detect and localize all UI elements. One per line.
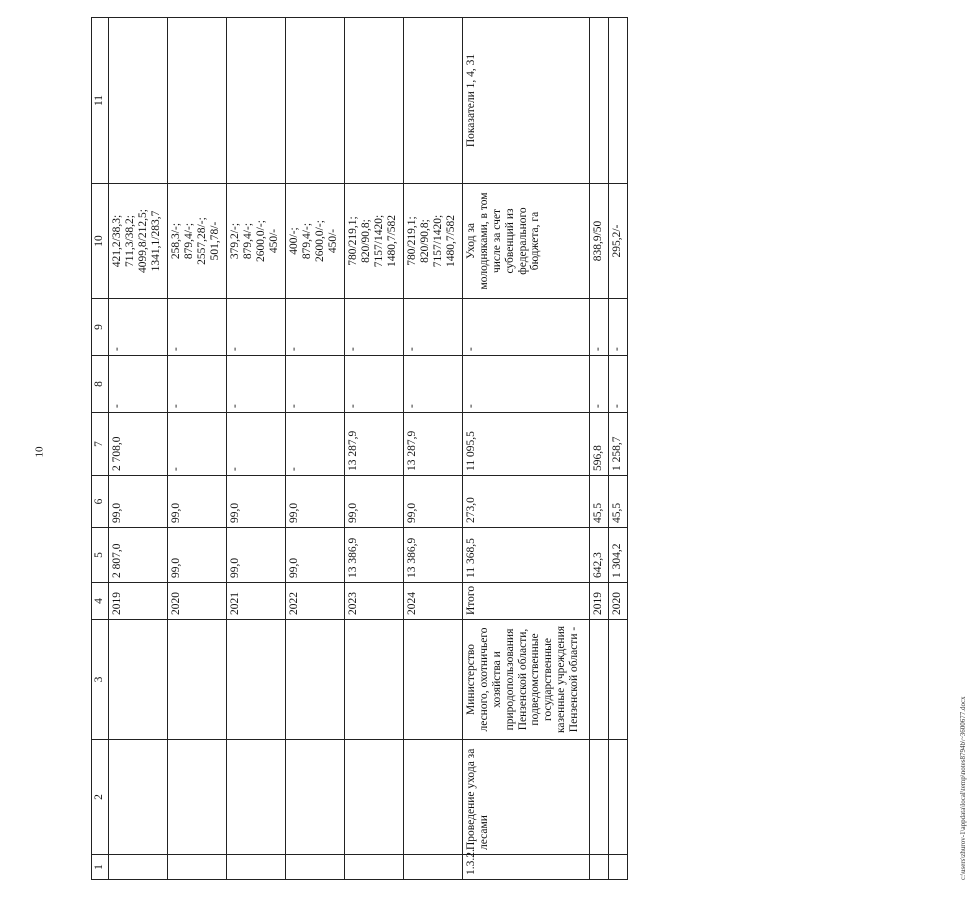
table-cell-col11 <box>590 18 609 184</box>
table-cell-col7: 13 287,9 <box>404 413 463 476</box>
table-cell-col2 <box>404 740 463 855</box>
table-cell-col1 <box>404 855 463 880</box>
table-cell-col9: - <box>227 299 286 356</box>
table-cell-col9: - <box>463 299 590 356</box>
table-cell-col3 <box>404 620 463 740</box>
table-cell-col2 <box>609 740 628 855</box>
table-cell-col10: 421,2/38,3; 711,3/38,2; 4099,8/212,5; 1341,1/283,7 <box>109 184 168 299</box>
table-cell-col11: Показатели 1, 4, 31 <box>463 18 590 184</box>
table-cell-col6: 45,5 <box>609 476 628 528</box>
table-cell-col7: 11 095,5 <box>463 413 590 476</box>
file-path-footer: c:\users\zhurov-1\appdata\local\temp\notes8794b\~3600677.docx <box>959 696 967 880</box>
table-cell-col6: 99,0 <box>168 476 227 528</box>
table-cell-col7: 13 287,9 <box>345 413 404 476</box>
table-cell-col9: - <box>609 299 628 356</box>
table-cell-col4: 2024 <box>404 583 463 620</box>
table-cell-col2 <box>345 740 404 855</box>
program-table <box>91 17 628 880</box>
table-cell-col11 <box>404 18 463 184</box>
table-cell-col9: - <box>286 299 345 356</box>
table-cell-col4: 2019 <box>590 583 609 620</box>
table-cell-col9: - <box>109 299 168 356</box>
table-cell-col3 <box>286 620 345 740</box>
table-cell-col1: 1.3.2. <box>463 855 590 880</box>
table-cell-col7: 2 708,0 <box>109 413 168 476</box>
table-cell-col2 <box>168 740 227 855</box>
table-cell-col5: 13 386,9 <box>404 528 463 583</box>
table-cell-col10: 400/-; 879,4/-; 2600,0/-; 450/- <box>286 184 345 299</box>
table-cell-col10: 780/219,1; 820/90,8; 7157/1420; 1480,7/582 <box>404 184 463 299</box>
table-cell-col9: - <box>168 299 227 356</box>
table-cell-col4: Итого <box>463 583 590 620</box>
table-cell-col9: - <box>590 299 609 356</box>
col-header: 2 <box>92 740 109 855</box>
table-cell-col4: 2023 <box>345 583 404 620</box>
table-cell-col11 <box>109 18 168 184</box>
col-header: 4 <box>92 583 109 620</box>
table-cell-col5: 13 386,9 <box>345 528 404 583</box>
table-cell-col2: Проведение ухода за лесами <box>463 740 590 855</box>
table-cell-col6: 99,0 <box>227 476 286 528</box>
table-cell-col5: 99,0 <box>168 528 227 583</box>
table-cell-col9: - <box>345 299 404 356</box>
table-cell-col6: 99,0 <box>404 476 463 528</box>
table-cell-col1 <box>345 855 404 880</box>
table-cell-col10: 780/219,1; 820/90,8; 7157/1420; 1480,7/582 <box>345 184 404 299</box>
table-cell-col1 <box>109 855 168 880</box>
table-cell-col3 <box>345 620 404 740</box>
rotated-page <box>91 18 967 880</box>
table-cell-col3 <box>109 620 168 740</box>
table-cell-col11 <box>227 18 286 184</box>
table-cell-col10: 258,3/-; 879,4/-; 2557,28/-; 501,78/- <box>168 184 227 299</box>
header-row <box>92 18 109 880</box>
table-row <box>463 18 590 880</box>
table-cell-col8: - <box>168 356 227 413</box>
table-cell-col6: 99,0 <box>109 476 168 528</box>
table-cell-col5: 11 368,5 <box>463 528 590 583</box>
table-cell-col1 <box>227 855 286 880</box>
table-cell-col5: 2 807,0 <box>109 528 168 583</box>
table-cell-col6: 45,5 <box>590 476 609 528</box>
table-cell-col5: 99,0 <box>286 528 345 583</box>
table-row <box>286 18 345 880</box>
table-cell-col1 <box>168 855 227 880</box>
col-header: 11 <box>92 18 109 184</box>
table-cell-col11 <box>286 18 345 184</box>
table-cell-col4: 2021 <box>227 583 286 620</box>
table-cell-col5: 1 304,2 <box>609 528 628 583</box>
table-cell-col1 <box>286 855 345 880</box>
col-header: 3 <box>92 620 109 740</box>
table-cell-col4: 2019 <box>109 583 168 620</box>
table-cell-col8: - <box>404 356 463 413</box>
table-cell-col4: 2022 <box>286 583 345 620</box>
table-cell-col1 <box>609 855 628 880</box>
table-cell-col4: 2020 <box>609 583 628 620</box>
table-cell-col7: - <box>168 413 227 476</box>
table-row <box>227 18 286 880</box>
table-cell-col2 <box>286 740 345 855</box>
table-cell-col6: 273,0 <box>463 476 590 528</box>
table-row <box>109 18 168 880</box>
col-header: 5 <box>92 528 109 583</box>
table-cell-col3 <box>227 620 286 740</box>
table-cell-col11 <box>609 18 628 184</box>
page-number: 10 <box>33 446 46 458</box>
table-cell-col9: - <box>404 299 463 356</box>
table-cell-col10: 838,9/50 <box>590 184 609 299</box>
col-header: 1 <box>92 855 109 880</box>
table-cell-col11 <box>168 18 227 184</box>
table-cell-col7: 1 258,7 <box>609 413 628 476</box>
col-header: 7 <box>92 413 109 476</box>
col-header: 8 <box>92 356 109 413</box>
table-cell-col5: 642,3 <box>590 528 609 583</box>
col-header: 9 <box>92 299 109 356</box>
table-cell-col8: - <box>286 356 345 413</box>
table-cell-col10: 379,2/-; 879,4/-; 2600,0/-; 450/- <box>227 184 286 299</box>
table-cell-col11 <box>345 18 404 184</box>
table-cell-col2 <box>590 740 609 855</box>
table-cell-col5: 99,0 <box>227 528 286 583</box>
table-row <box>590 18 609 880</box>
table-cell-col10: Уход за молодняками, в том числе за счет субвенций из федерального бюджета, га <box>463 184 590 299</box>
col-header: 10 <box>92 184 109 299</box>
table-cell-col1 <box>590 855 609 880</box>
table-row <box>345 18 404 880</box>
col-header: 6 <box>92 476 109 528</box>
table-cell-col2 <box>109 740 168 855</box>
table-cell-col10: 295,2/- <box>609 184 628 299</box>
table-cell-col8: - <box>590 356 609 413</box>
table-row <box>404 18 463 880</box>
table-cell-col8: - <box>609 356 628 413</box>
table-cell-col3 <box>609 620 628 740</box>
table-cell-col7: - <box>286 413 345 476</box>
table-row <box>168 18 227 880</box>
table-cell-col8: - <box>463 356 590 413</box>
table-cell-col8: - <box>109 356 168 413</box>
table-cell-col4: 2020 <box>168 583 227 620</box>
table-cell-col8: - <box>227 356 286 413</box>
table-row <box>609 18 628 880</box>
table-cell-col8: - <box>345 356 404 413</box>
table-cell-col3 <box>590 620 609 740</box>
table-cell-col6: 99,0 <box>345 476 404 528</box>
table-cell-col7: 596,8 <box>590 413 609 476</box>
table-cell-col2 <box>227 740 286 855</box>
table-cell-col7: - <box>227 413 286 476</box>
table-cell-col6: 99,0 <box>286 476 345 528</box>
table-cell-col3: Министерство лесного, охотничьего хозяйства и природопользования Пензенской области, подведомственные государственные казенные учреждения Пензенской области - <box>463 620 590 740</box>
table-cell-col3 <box>168 620 227 740</box>
